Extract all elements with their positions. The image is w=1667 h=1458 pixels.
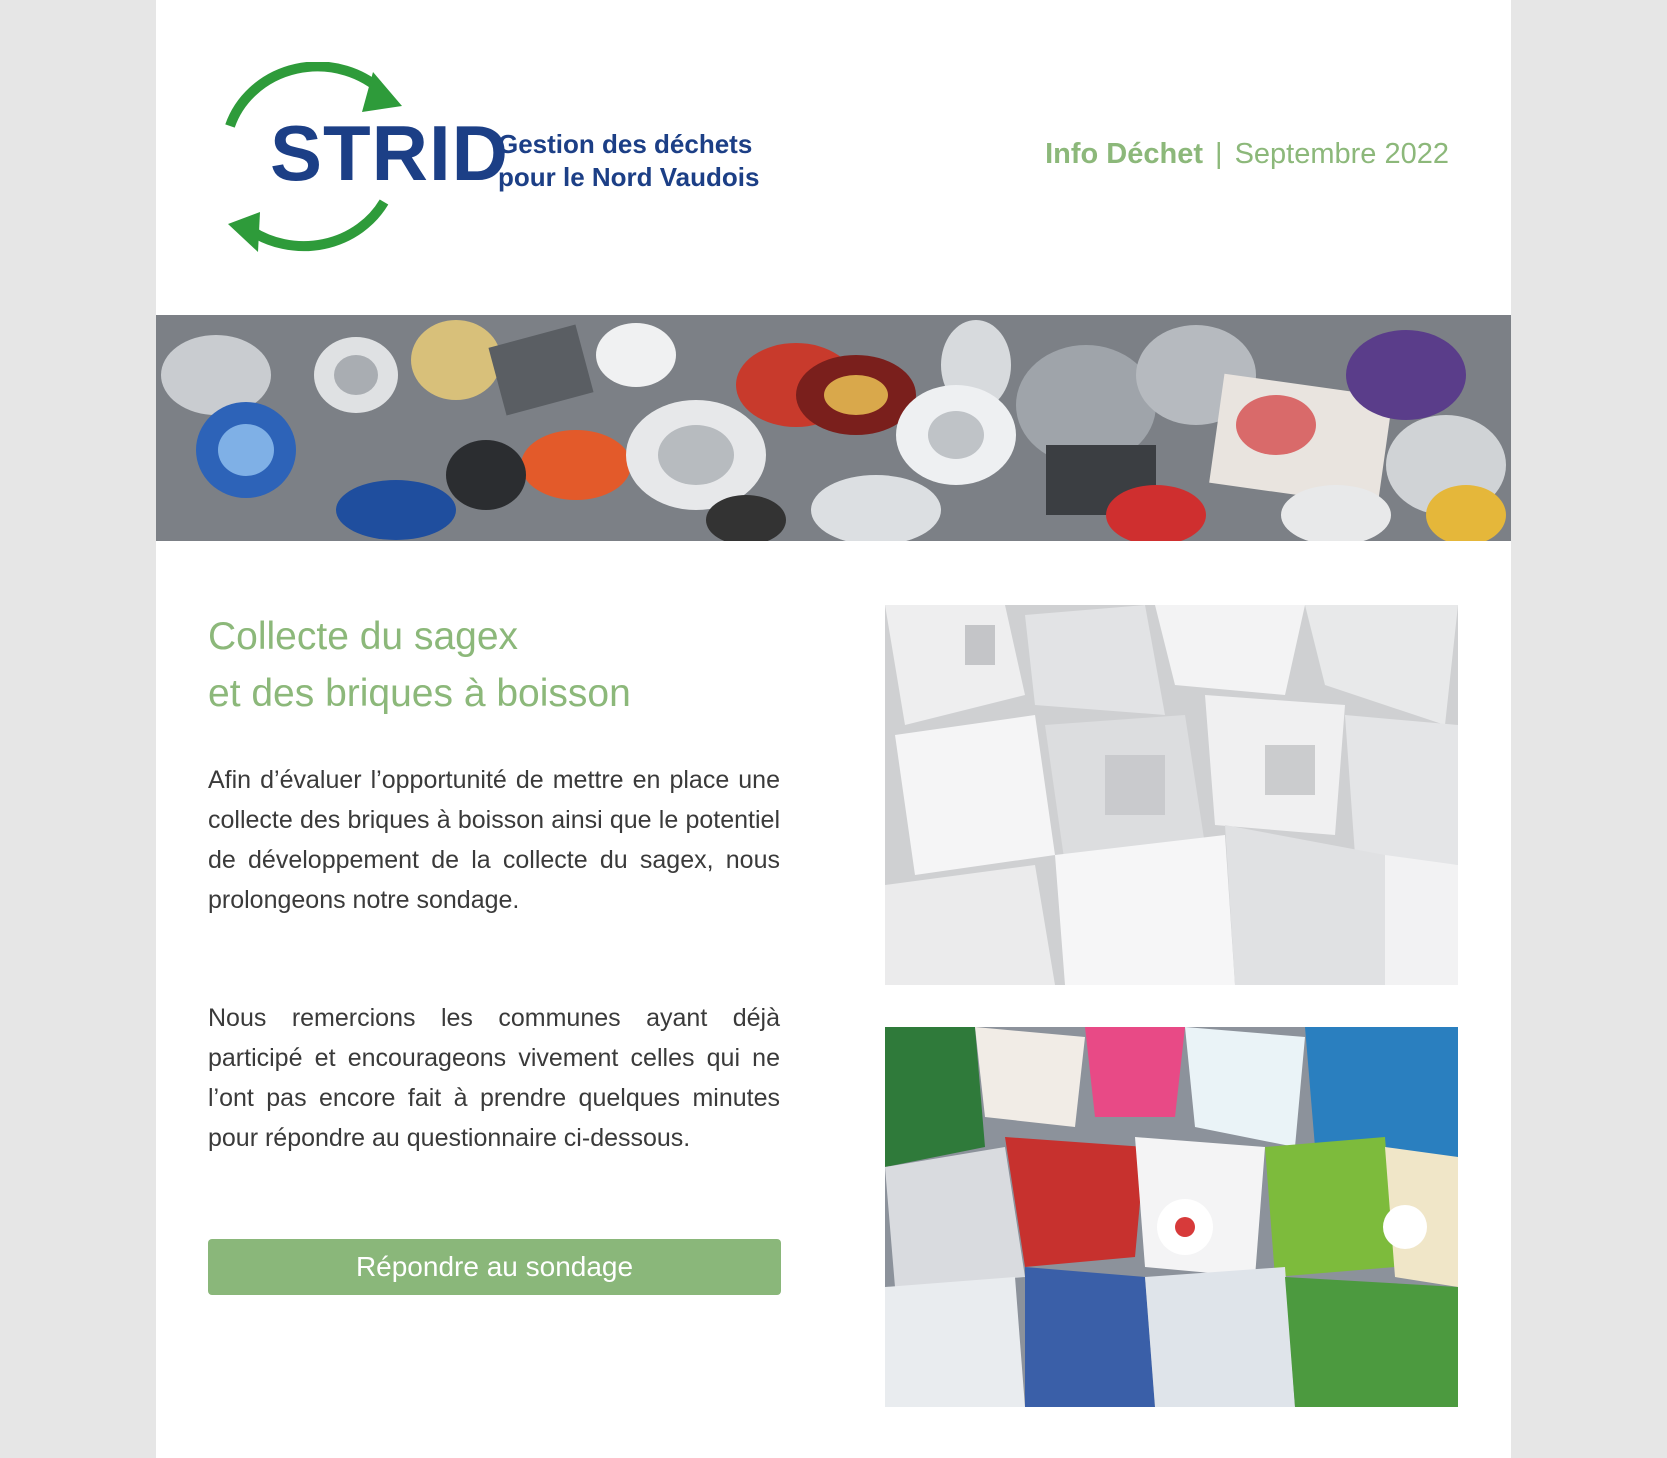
issue-separator: | [1215, 138, 1223, 170]
article-title [208, 608, 768, 722]
logo-wordmark: STRID [270, 109, 509, 197]
issue-date: Septembre 2022 [1234, 138, 1449, 170]
recycled-cans-illustration [156, 315, 1511, 541]
cartons-illustration [885, 1027, 1458, 1407]
article-title-line-2: et des briques à boisson [208, 672, 631, 715]
article-title-line-1: Collecte du sagex [208, 615, 519, 658]
sagex-photo [885, 605, 1458, 985]
strid-logo[interactable] [208, 62, 760, 262]
issue-info [1045, 138, 1449, 171]
beverage-cartons-photo [885, 1027, 1458, 1407]
article-paragraph-2: Nous remercions les communes ayant déjà participé et encourageons vivement celles qui ne l’ont pas encore fait à prendre quelques minutes pour répondre au questionnaire ci-dessous. [208, 1004, 780, 1152]
newsletter-email [156, 0, 1511, 1458]
banner-image [156, 315, 1511, 541]
logo-tagline [498, 128, 759, 194]
tagline-line-2: pour le Nord Vaudois [498, 162, 760, 192]
article-paragraph-1: Afin d’évaluer l’opportunité de mettre en place une collecte des briques à boisson ainsi que le potentiel de développement de la collecte du sagex, nous prolongeons notre sondage. [208, 766, 780, 914]
issue-label: Info Déchet [1045, 138, 1204, 170]
tagline-line-1: Gestion des déchets [498, 129, 753, 159]
survey-button[interactable]: Répondre au sondage [208, 1239, 781, 1295]
polystyrene-illustration [885, 605, 1458, 985]
